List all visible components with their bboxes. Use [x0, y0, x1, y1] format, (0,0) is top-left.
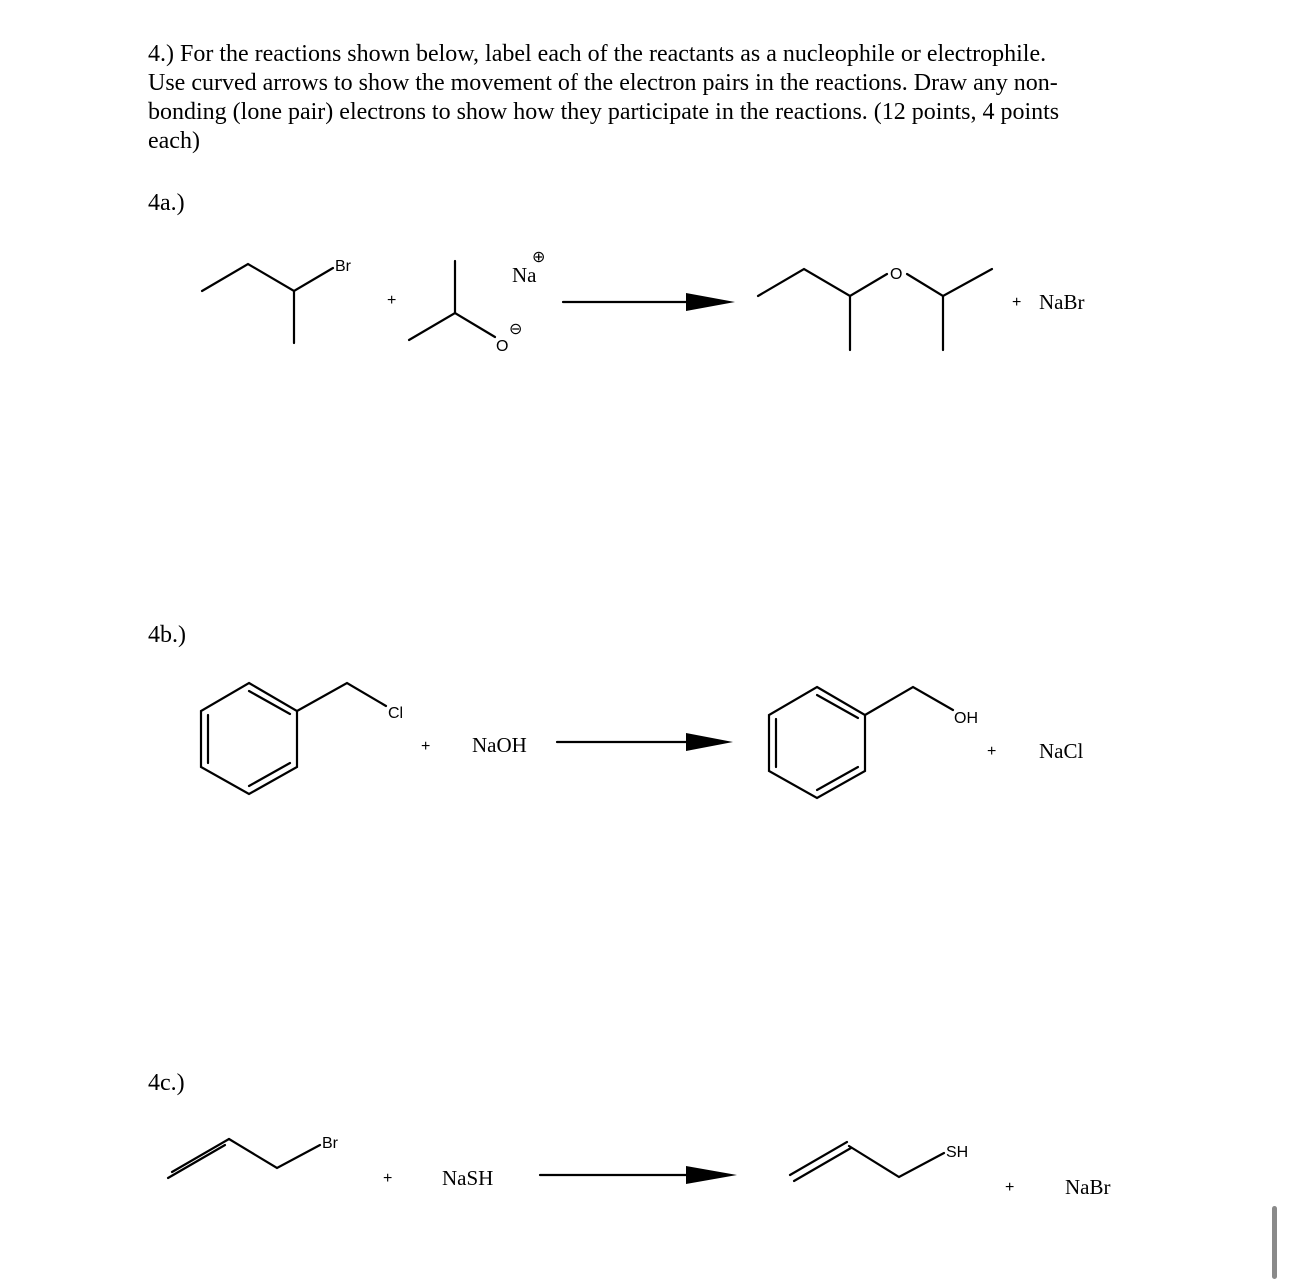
reaction-b-arrow [557, 733, 733, 751]
reaction-b-plus-1: + [421, 738, 431, 755]
cation-charge-plus: ⊕ [532, 249, 546, 266]
reactant-a2-na-label: Na [512, 263, 537, 287]
reactant-b1-benzene-ring [201, 683, 297, 794]
question-line-1: 4.) For the reactions shown below, label each of the reactants as a nucleophile or electrophile. [148, 41, 1047, 67]
reactant-c1-structure [168, 1139, 320, 1178]
reaction-c [168, 1135, 1111, 1199]
product-a-o-label: O [890, 266, 903, 283]
reaction-c-reagent: NaSH [442, 1166, 494, 1190]
product-c-structure [790, 1142, 944, 1181]
part-a-label: 4a.) [148, 190, 185, 216]
reaction-b-byproduct: NaCl [1039, 739, 1084, 763]
question-line-3: bonding (lone pair) electrons to show how they participate in the reactions. (12 points, 4 points [148, 99, 1060, 125]
product-c-sh-label: SH [946, 1144, 969, 1161]
reaction-c-plus-1: + [383, 1170, 393, 1187]
product-b-benzene-ring [769, 687, 865, 798]
reaction-c-byproduct: NaBr [1065, 1175, 1111, 1199]
reactant-c1-br-label: Br [322, 1135, 338, 1152]
vertical-scrollbar[interactable] [1272, 1206, 1277, 1279]
part-b-label: 4b.) [148, 622, 186, 648]
reactant-a1-br-label: Br [335, 258, 351, 275]
reaction-c-plus-2: + [1005, 1179, 1015, 1196]
reaction-a [202, 249, 1085, 355]
anion-charge-minus: ⊖ [509, 321, 523, 338]
reaction-c-arrow [540, 1166, 737, 1184]
reactant-a1-structure [202, 264, 333, 343]
part-c-label: 4c.) [148, 1070, 185, 1096]
reaction-b-plus-2: + [987, 743, 997, 760]
reactant-a2-structure [409, 261, 495, 340]
reaction-b-reagent: NaOH [472, 733, 527, 757]
question-line-2: Use curved arrows to show the movement of the electron pairs in the reactions. Draw any non- [148, 70, 1058, 96]
reactant-b1-chain [297, 683, 386, 711]
reactant-a2-o-label: O [496, 338, 509, 355]
product-a-structure [758, 269, 992, 350]
reaction-a-plus-1: + [387, 292, 397, 309]
reaction-a-byproduct: NaBr [1039, 290, 1085, 314]
reaction-a-arrow [563, 293, 735, 311]
question-line-4: each) [148, 128, 200, 154]
reactant-b1-cl-label: Cl [388, 705, 404, 722]
product-b-oh-label: OH [954, 710, 978, 727]
reaction-b [201, 683, 1083, 798]
reaction-a-plus-2: + [1012, 294, 1022, 311]
product-b-chain [865, 687, 953, 715]
